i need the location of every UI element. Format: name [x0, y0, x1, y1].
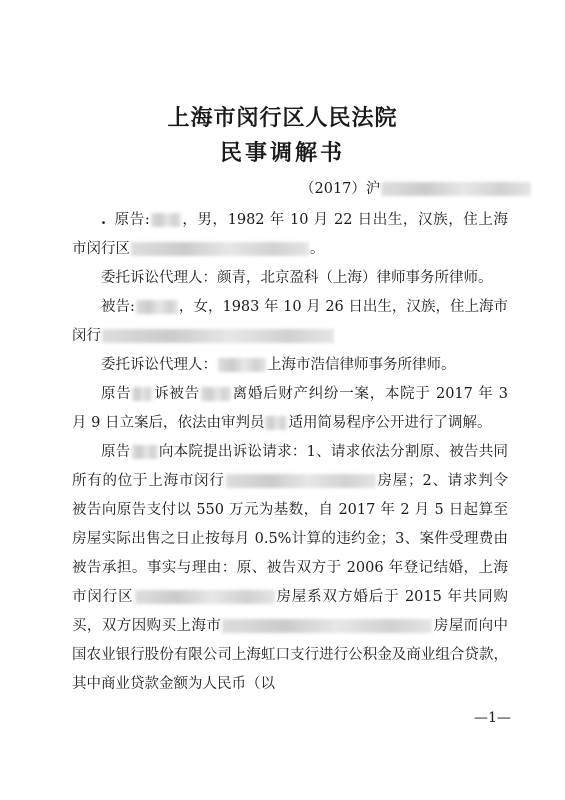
redacted-name [218, 358, 266, 372]
case-number [300, 177, 532, 198]
paragraph-case-intro [72, 380, 508, 438]
redacted-name [265, 416, 287, 430]
redacted-address [226, 474, 376, 488]
redacted-address [135, 590, 275, 604]
redacted-name [201, 387, 231, 401]
document-body [72, 205, 508, 699]
text-span: 被告: [101, 299, 135, 315]
text-span: 原告 [101, 386, 132, 402]
page-number: —1— [474, 710, 511, 726]
document-type-title: 民事调解书 [219, 140, 345, 166]
text-span: 上海市浩信律师事务所律师。 [267, 357, 456, 373]
redacted-name [136, 300, 178, 314]
text-span: ，女，1983 年 10 月 26 日出生，汉族，住上海市闵行 [72, 299, 508, 344]
redacted-case-number [381, 182, 531, 196]
text-span: 适用简易程序公开进行了调解。 [288, 415, 492, 431]
redacted-address [222, 619, 432, 633]
text-span: 房屋而向中国农业银行股份有限公司上海虹口支行进行公积金及商业组合贷款，其中商业贷款金额为人民币（以 [72, 618, 509, 692]
paragraph-plaintiff [72, 205, 508, 264]
text-span: 诉被告 [153, 386, 200, 402]
paragraph-defendant [72, 293, 508, 351]
redacted-name [132, 387, 152, 401]
text-span: 房屋系双方婚后于 2015 年共同购买，双方因购买上海市 [72, 589, 508, 634]
text-span: 离婚后财产纠纷一案，本院于 2017 年 3 月 9 日立案后，依法由审判员 [72, 386, 509, 431]
redacted-address [102, 329, 334, 343]
paragraph-plaintiff-agent: 委托诉讼代理人：颜青，北京盈科（上海）律师事务所律师。 [101, 270, 493, 286]
paragraph-claims [72, 438, 508, 699]
text-span: 房屋；2、请求判令被告向原告支付以 550 万元为基数，自 2017 年 2 月 5 日起算至房屋实际出售之日止按每月 0.5%计算的违约金；3、案件受理费由被告承担。事实与理由：原、被告双方于 2006 年登记结婚，上海市闵行区 [72, 473, 508, 605]
text-span: ，男，1982 年 10 月 22 日出生，汉族，住上海市闵行区 [72, 212, 508, 257]
redacted-name [132, 445, 158, 459]
court-name: 上海市闵行区人民法院 [167, 105, 398, 131]
redacted-address [131, 242, 309, 256]
text-span: 原告 [101, 444, 131, 460]
text-span: 向本院提出诉讼请求：1、请求依法分割原、被告共同所有的位于上海市闵行 [72, 444, 508, 489]
case-number-prefix: （2017）沪 [300, 181, 381, 197]
paragraph-defendant-agent [72, 351, 508, 380]
text-span: 原告: [114, 212, 150, 228]
bullet-mark: . [101, 211, 107, 228]
text-span: 。 [310, 241, 325, 257]
text-span: 委托诉讼代理人： [101, 357, 217, 373]
redacted-name [151, 213, 181, 227]
